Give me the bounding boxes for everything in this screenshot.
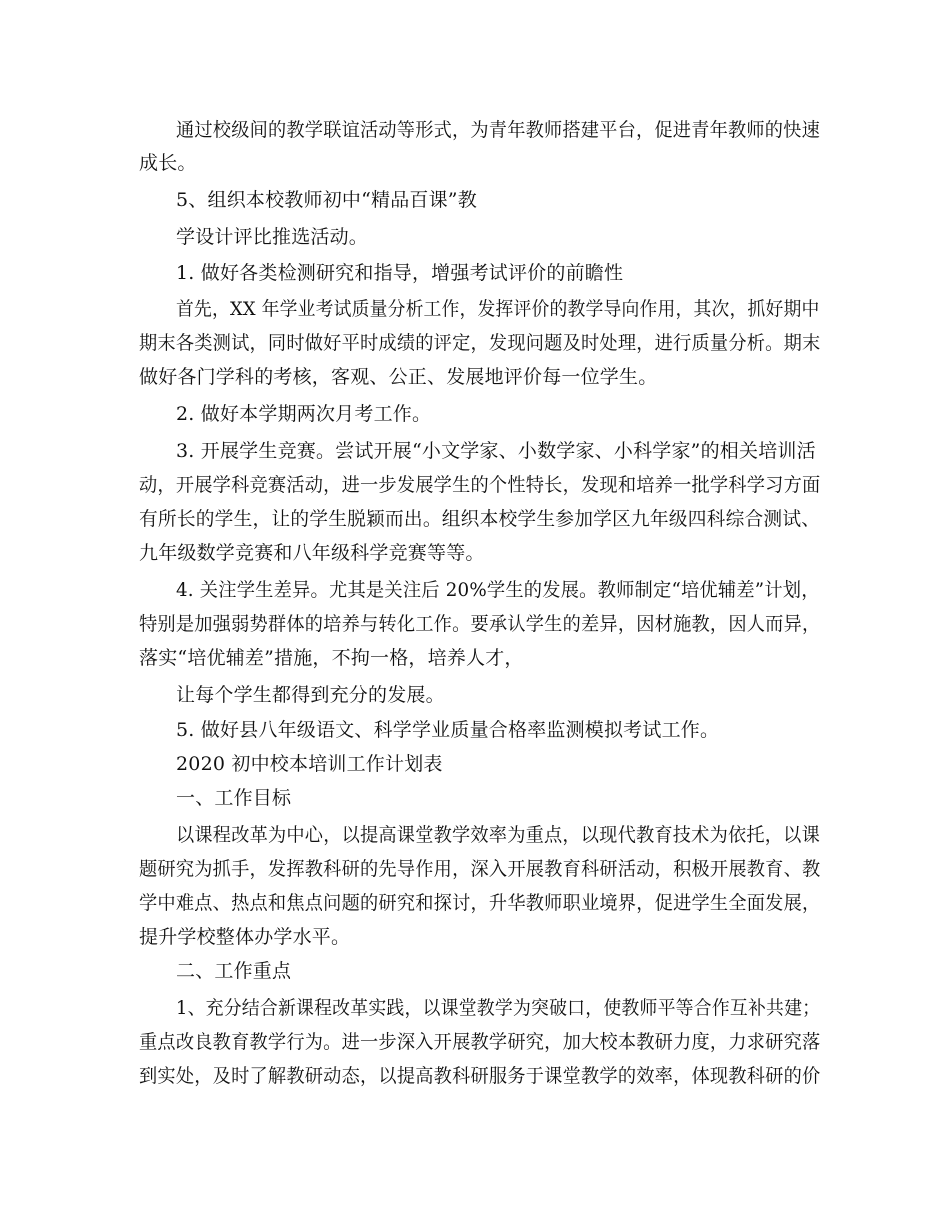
text-line: 1、充分结合新课程改革实践，以课堂教学为突破口，使教师平等合作互补共建； — [176, 997, 821, 1019]
text-line: 动，开展学科竞赛活动，进一步发展学生的个性特长，发现和培养一批学科学习方面 — [139, 474, 821, 496]
section-heading: 一、工作目标 — [176, 787, 292, 809]
text-line: 九年级数学竞赛和八年级科学竞赛等等。 — [139, 542, 485, 564]
text-line: 落实“培优辅差”措施，不拘一格，培养人才， — [139, 647, 524, 669]
text-line: 期末各类测试，同时做好平时成绩的评定，发现问题及时处理，进行质量分析。期末 — [139, 332, 821, 354]
text-line: 5、组织本校教师初中“精品百课”教 — [176, 189, 477, 211]
text-line: 5. 做好县八年级语文、科学学业质量合格率监测模拟考试工作。 — [176, 719, 720, 741]
text-line: 做好各门学科的考核，客观、公正、发展地评价每一位学生。 — [139, 366, 658, 388]
text-line: 学中难点、热点和焦点问题的研究和探讨，升华教师职业境界，促进学生全面发展， — [139, 892, 821, 914]
section-heading: 二、工作重点 — [176, 960, 292, 982]
section-heading: 1. 做好各类检测研究和指导，增强考试评价的前瞻性 — [176, 262, 624, 284]
text-line: 到实处，及时了解教研动态，以提高教科研服务于课堂教学的效率，体现教科研的价 — [139, 1065, 821, 1087]
text-line: 题研究为抓手，发挥教科研的先导作用，深入开展教育科研活动，积极开展教育、教 — [139, 858, 821, 880]
text-line: 重点改良教育教学行为。进一步深入开展教学研究，加大校本教研力度，力求研究落 — [139, 1031, 821, 1053]
text-line: 学设计评比推选活动。 — [176, 226, 369, 248]
text-line: 以课程改革为中心，以提高课堂教学效率为重点，以现代教育技术为依托，以课 — [176, 824, 820, 846]
text-line: 成长。 — [139, 152, 197, 174]
document-title: 2020 初中校本培训工作计划表 — [176, 753, 443, 775]
text-line: 提升学校整体办学水平。 — [139, 926, 351, 948]
text-line: 4. 关注学生差异。尤其是关注后 20%学生的发展。教师制定“培优辅差”计划， — [176, 579, 820, 601]
text-line: 通过校级间的教学联谊活动等形式，为青年教师搭建平台，促进青年教师的快速 — [176, 119, 820, 141]
text-line: 2. 做好本学期两次月考工作。 — [176, 403, 432, 425]
text-line: 有所长的学生，让的学生脱颖而出。组织本校学生参加学区九年级四科综合测试、 — [139, 508, 821, 530]
text-line: 让每个学生都得到充分的发展。 — [176, 684, 445, 706]
text-line: 首先，XX 年学业考试质量分析工作，发挥评价的教学导向作用，其次，抓好期中 — [176, 298, 820, 320]
text-line: 3. 开展学生竞赛。尝试开展“小文学家、小数学家、小科学家”的相关培训活 — [176, 440, 816, 462]
text-line: 特别是加强弱势群体的培养与转化工作。要承认学生的差异，因材施教，因人而异， — [139, 613, 821, 635]
